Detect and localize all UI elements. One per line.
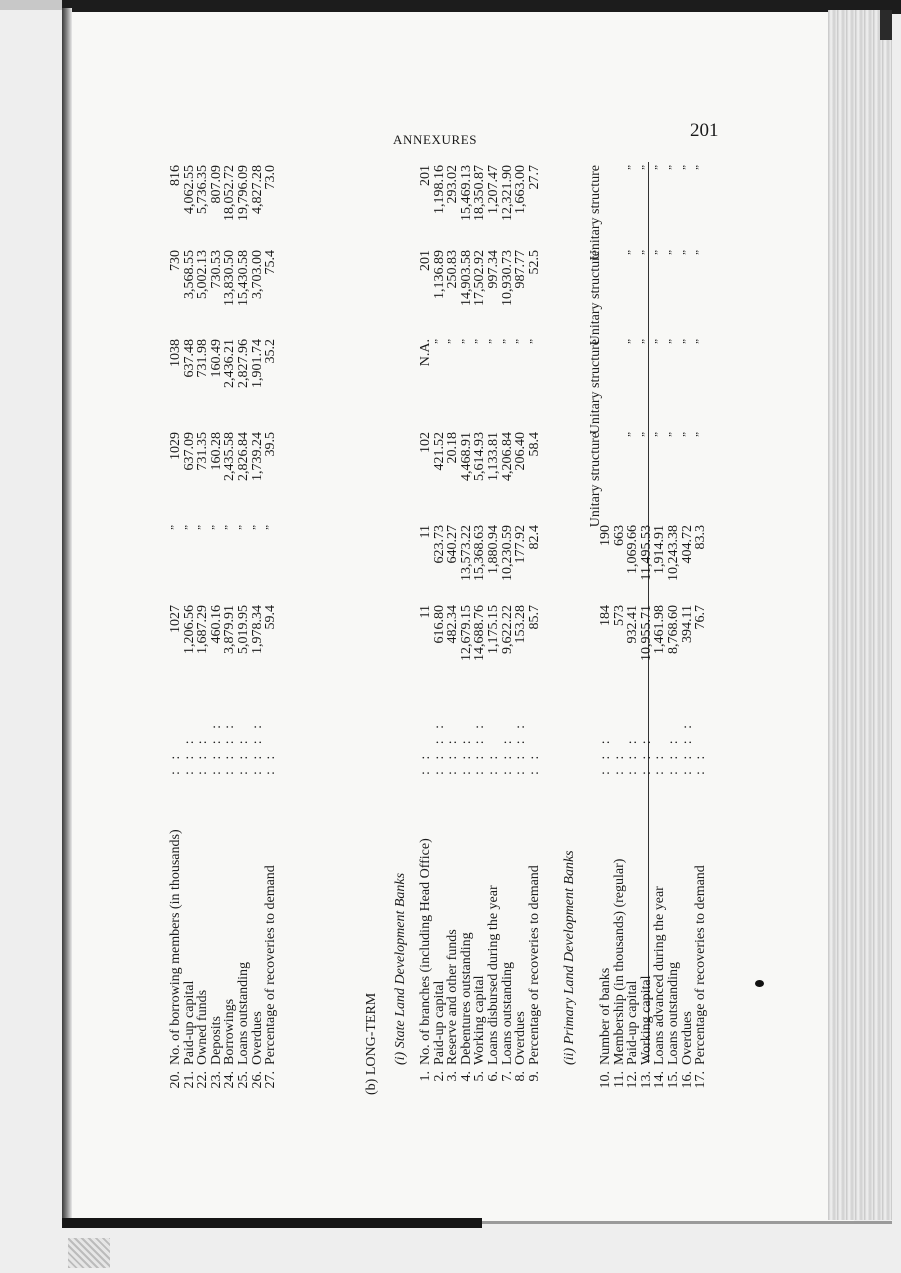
row-label: Loans outstanding [236,961,251,1065]
row-label: Membership (in thousands) (regular) [611,858,627,1065]
table-cell: 20.18 [445,432,461,464]
row-leader-dots: : : [168,751,183,775]
table-cell: 19,796.09 [236,165,251,221]
scan-top-border [0,0,62,10]
row-label: Working capital [638,975,654,1065]
row-leader-dots: : : : : [431,720,447,775]
row-leader-dots: : : : : [208,720,224,775]
row-number: 11. [611,1071,627,1088]
row-leader-dots: : : : [458,736,474,775]
table-cell: 5,002.13 [195,250,211,299]
table-cell: 5,019.95 [236,605,251,654]
row-label: Overdues [513,1011,529,1065]
table-cell: ” [209,525,222,530]
table-cell: 73.0 [263,165,279,190]
table-cell: 5,614.93 [472,432,488,481]
table-cell: 15,469.13 [458,165,474,221]
row-leader-dots: : : : [445,736,461,775]
table-cell: 573 [611,605,627,626]
table-cell: 12,679.15 [458,605,474,661]
table-cell: 18,052.72 [222,165,238,221]
row-label: Loans disbursed during the year [486,885,501,1065]
table-cell: 816 [168,165,183,186]
table-cell: 184 [598,605,613,626]
table-cell: ” [653,165,666,170]
table-cell: ” [527,339,540,344]
row-number: 26. [249,1071,265,1089]
table-cell: 1,136.89 [431,250,447,299]
table-cell: ” [264,525,277,530]
row-label: Working capital [472,975,488,1065]
table-cell: ” [667,250,679,255]
page-number: 201 [690,120,719,141]
table-cell: ” [667,339,679,344]
table-cell: ” [182,525,195,530]
row-number: 4. [458,1071,474,1082]
table-cell: 1,978.34 [249,605,265,654]
table-cell: 1,880.94 [486,525,501,574]
row-leader-dots: : : : [598,736,613,775]
table-cell: ” [626,432,639,437]
table-cell: ” [639,250,652,255]
table-cell: 1,175.15 [486,605,501,654]
table-cell: 83.3 [693,525,709,550]
book-bottom-edge [482,1221,892,1224]
table-cell: 59.4 [263,605,279,630]
table-cell: 4,827.28 [249,165,265,214]
table-cell: 18,350.87 [472,165,488,221]
row-leader-dots: : : : : [513,720,529,775]
table-cell: ” [694,432,707,437]
table-cell: 206.40 [513,432,529,471]
table-cell: ” [667,165,679,170]
page-edges-stack [828,10,892,1220]
table-cell: 3,879.91 [222,605,238,654]
row-leader-dots: : : : [666,736,681,775]
table-cell: 1,198.16 [431,165,447,214]
row-leader-dots: : : : [625,736,641,775]
table-cell: 1,914.91 [652,525,668,574]
table-cell: 10,243.38 [666,525,681,581]
unitary-structure-col3: Unitary structure [588,432,603,528]
row-leader-dots: : : : : [472,720,488,775]
row-leader-dots: : : : [638,736,654,775]
row-label: Number of banks [598,967,613,1065]
table-cell: 1029 [168,432,183,460]
table-cell: 76.7 [693,605,709,630]
table-cell: 11 [418,605,433,619]
table-cell: 1027 [168,605,183,633]
table-cell: 10,955.71 [638,605,654,661]
row-label: Percentage of recoveries to demand [263,865,279,1065]
table-cell: 8,768.60 [666,605,681,654]
table-cell: 1,461.98 [652,605,668,654]
table-cell: 404.72 [679,525,695,564]
section-b-heading: (b) LONG-TERM [364,992,379,1095]
table-cell: 1,206.56 [181,605,197,654]
row-number: 17. [693,1071,709,1089]
row-label: Loans outstanding [499,961,515,1065]
row-leader-dots: : : [486,751,501,775]
running-head: ANNEXURES [393,132,478,147]
unitary-structure-col5: Unitary structure [588,250,603,346]
row-label: Loans outstanding [666,961,681,1065]
row-label: Percentage of recoveries to demand [693,865,709,1065]
table-cell: 12,321.90 [499,165,515,221]
row-number: 13. [638,1071,654,1089]
table-cell: ” [169,525,181,530]
row-number: 3. [445,1071,461,1082]
table-cell: ” [653,250,666,255]
row-label: No. of branches (including Head Office) [418,838,433,1065]
row-leader-dots: : : [263,751,279,775]
table-cell: ” [626,165,639,170]
table-cell: 14,688.76 [472,605,488,661]
table-cell: 932.41 [625,605,641,644]
table-cell: 160.49 [208,339,224,378]
row-label: Borrowings [222,998,238,1065]
table-cell: ” [459,339,472,344]
table-cell: 15,430.58 [236,250,251,306]
rotated-statistics-table [165,165,709,1095]
row-number: 27. [263,1071,279,1089]
state-ldb-heading: (i) State Land Development Banks [393,872,408,1065]
table-cell: 807.09 [208,165,224,204]
row-number: 20. [168,1071,183,1089]
table-cell: 9,622.22 [499,605,515,654]
row-leader-dots: : : : : [222,720,238,775]
table-cell: 731.98 [195,339,211,378]
row-number: 23. [208,1071,224,1089]
table-cell: 75.4 [263,250,279,275]
table-cell: 102 [418,432,433,453]
table-cell: 85.7 [526,605,542,630]
table-cell: 1,663.00 [513,165,529,214]
row-number: 12. [625,1071,641,1089]
table-cell: ” [250,525,263,530]
row-leader-dots: : : [652,751,668,775]
row-number: 24. [222,1071,238,1089]
scan-corner-mark [68,1238,110,1268]
table-cell: 2,435.58 [222,432,238,481]
row-label: Paid-up capital [431,980,447,1065]
table-cell: 616.80 [431,605,447,644]
table-cell: 3,568.55 [181,250,197,299]
table-cell: 11,495.53 [638,525,654,581]
unitary-structure-col4: Unitary structure [588,339,603,435]
row-leader-dots: : : : : [679,720,695,775]
row-number: 14. [652,1071,668,1089]
row-label: Owned funds [195,989,211,1065]
table-cell: ” [680,339,693,344]
table-cell: 35.2 [263,339,279,364]
table-cell: ” [680,250,693,255]
table-cell: 1038 [168,339,183,367]
row-label: Overdues [679,1011,695,1065]
table-cell: ” [694,250,707,255]
table-cell: 190 [598,525,613,546]
row-leader-dots: : : [693,751,709,775]
table-cell: ” [653,339,666,344]
table-cell: 1,739.24 [249,432,265,481]
table-cell: 58.4 [526,432,542,457]
row-label: Percentage of recoveries to demand [526,865,542,1065]
row-number: 5. [472,1071,488,1082]
table-cell: 13,830.50 [222,250,238,306]
table-cell: 1,069.66 [625,525,641,574]
table-cell: ” [626,250,639,255]
table-cell: 52.5 [526,250,542,275]
table-cell: ” [639,339,652,344]
table-cell: ” [667,432,679,437]
table-cell: ” [639,432,652,437]
table-cell: ” [432,339,445,344]
table-cell: 663 [611,525,627,546]
primary-ldb-heading: (ii) Primary Land Development Banks [562,850,577,1065]
row-number: 25. [236,1071,251,1089]
table-cell: 730.53 [208,250,224,289]
table-cell: ” [473,339,486,344]
table-cell: 997.34 [486,250,501,289]
row-leader-dots: : : [418,751,433,775]
table-cell: 421.52 [431,432,447,471]
row-leader-dots: : : : [195,736,211,775]
table-cell: 2,436.21 [222,339,238,388]
table-cell: ” [500,339,513,344]
table-cell: 14,903.58 [458,250,474,306]
table-cell: ” [223,525,236,530]
table-cell: 460.16 [208,605,224,644]
row-number: 16. [679,1071,695,1089]
table-cell: 2,826.84 [236,432,251,481]
table-cell: ” [196,525,209,530]
table-cell: 13,573.22 [458,525,474,581]
table-cell: 394.11 [679,605,695,643]
table-cell: 11 [418,525,433,539]
table-cell: 987.77 [513,250,529,289]
ink-dot [755,980,764,987]
table-cell: 201 [418,250,433,271]
unitary-structure-col6: Unitary structure [588,165,603,261]
row-label: Deposits [208,1016,224,1065]
table-cell: 1,207.47 [486,165,501,214]
row-label: Loans advanced during the year [652,886,668,1065]
book-spine-shadow [62,8,72,1223]
row-leader-dots: : : : [499,736,515,775]
row-label: Paid-up capital [181,980,197,1065]
row-number: 2. [431,1071,447,1082]
row-number: 15. [666,1071,681,1089]
table-cell: 482.34 [445,605,461,644]
table-cell: 153.28 [513,605,529,644]
row-number: 1. [418,1071,433,1082]
row-number: 22. [195,1071,211,1089]
row-leader-dots: : : [611,751,627,775]
book-corner-shadow [880,10,892,40]
row-number: 21. [181,1071,197,1089]
table-cell: ” [446,339,459,344]
table-cell: 637.09 [181,432,197,471]
table-cell: 3,703.00 [249,250,265,299]
table-cell: 82.4 [526,525,542,550]
table-cell: 1,901.74 [249,339,265,388]
table-cell: ” [694,165,707,170]
row-leader-dots: : : : : [249,720,265,775]
table-cell: 730 [168,250,183,271]
table-cell: 4,062.55 [181,165,197,214]
table-cell: 1,687.29 [195,605,211,654]
row-label: No. of borrowing members (in thousands) [168,829,183,1065]
table-cell: 250.83 [445,250,461,289]
row-number: 7. [499,1071,515,1082]
table-cell: 5,736.35 [195,165,211,214]
table-cell: ” [680,165,693,170]
table-cell: 10,230.59 [499,525,515,581]
table-cell: 39.5 [263,432,279,457]
book-bottom-shadow [62,1218,482,1228]
table-cell: ” [653,432,666,437]
table-cell: 15,368.63 [472,525,488,581]
row-label: Overdues [249,1011,265,1065]
table-cell: 1,133.81 [486,432,501,481]
row-leader-dots: : : : [181,736,197,775]
row-leader-dots: : : : [236,736,251,775]
table-cell: ” [694,339,707,344]
table-cell: 201 [418,165,433,186]
table-cell: 2,827.96 [236,339,251,388]
table-cell: ” [237,525,249,530]
table-cell: 623.73 [431,525,447,564]
table-cell: 10,930.73 [499,250,515,306]
row-number: 9. [526,1071,542,1082]
row-label: Paid-up capital [625,980,641,1065]
table-cell: ” [639,165,652,170]
table-cell: ” [514,339,527,344]
row-number: 6. [486,1071,501,1082]
table-cell: 640.27 [445,525,461,564]
table-cell: 177.92 [513,525,529,564]
table-cell: 637.48 [181,339,197,378]
table-cell: N.A. [418,339,433,367]
table-cell: 27.7 [526,165,542,190]
row-leader-dots: : : [526,751,542,775]
table-cell: 17,502.92 [472,250,488,306]
row-label: Reserve and other funds [445,929,461,1065]
row-label: Debentures outstanding [458,932,474,1065]
table-cell: 160.28 [208,432,224,471]
table-cell: ” [487,339,499,344]
table-cell: 731.35 [195,432,211,471]
table-cell: 4,468.91 [458,432,474,481]
row-number: 10. [598,1071,613,1089]
row-number: 8. [513,1071,529,1082]
table-cell: ” [680,432,693,437]
table-cell: 4,206.84 [499,432,515,481]
table-cell: ” [626,339,639,344]
table-cell: 293.02 [445,165,461,204]
